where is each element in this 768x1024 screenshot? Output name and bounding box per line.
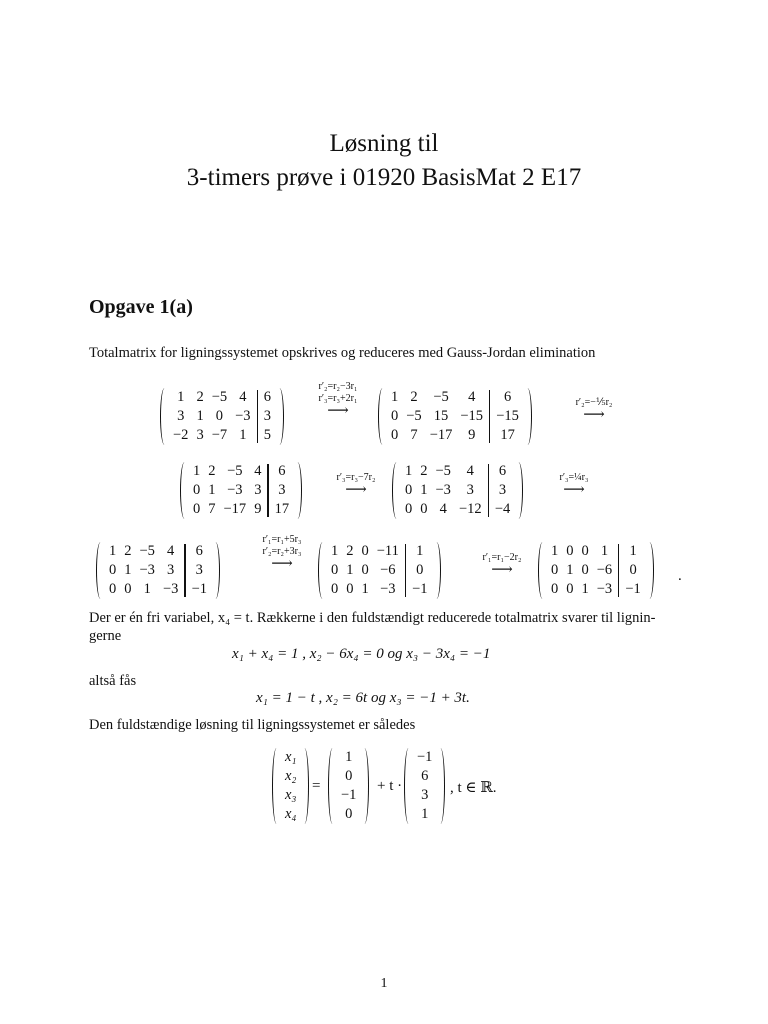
free-variable-line-2: gerne [89, 628, 122, 644]
matrix-cell: 0 [331, 562, 339, 578]
matrix-cell: 1 [177, 389, 185, 405]
matrix-cell: 0 [345, 806, 353, 822]
left-paren [378, 388, 387, 445]
matrix-cell: 2 [346, 543, 354, 559]
matrix-cell: 0 [391, 427, 399, 443]
matrix-cell: 6 [195, 543, 203, 559]
matrix-cell: 1 [345, 749, 353, 765]
matrix-cell: 6 [498, 463, 507, 479]
matrix-cell: 1 [196, 408, 204, 424]
right-paren [275, 388, 284, 445]
matrix-cell: 2 [420, 463, 428, 479]
matrix-cell: −3 [162, 581, 179, 597]
matrix-cell: −2 [173, 427, 189, 443]
matrix-cell: 1 [420, 482, 428, 498]
matrix-cell: 0 [345, 768, 353, 784]
row-op-1b: r′₃=r₃+2r₁ [318, 393, 358, 404]
matrix-cell: −5 [433, 389, 449, 405]
right-paren [293, 462, 302, 519]
equations-line: x₁ + x₄ = 1 , x₂ − 6x₄ = 0 og x₃ − 3x₄ = −1 [232, 646, 491, 662]
matrix-5 [96, 542, 220, 599]
intro-paragraph: Totalmatrix for ligningssystemet opskrives og reduceres med Gauss-Jordan elimination [89, 345, 596, 361]
matrix-cell: 1 [629, 543, 637, 559]
matrix-cell: −5 [227, 463, 243, 479]
augment-bar [489, 390, 490, 443]
matrix-cell: 3 [195, 562, 203, 578]
matrix-cell: 1 [124, 562, 132, 578]
matrix-period: . [678, 568, 682, 584]
matrix-cell: 1 [331, 543, 339, 559]
left-paren [538, 542, 547, 599]
matrix-cell: −3 [227, 482, 243, 498]
left-paren [272, 748, 281, 824]
matrix-cell: 0 [581, 562, 589, 578]
matrix-cell: 4 [468, 389, 476, 405]
augment-bar [267, 464, 268, 517]
matrix-cell: 0 [331, 581, 339, 597]
matrix-cell: 2 [208, 463, 216, 479]
matrix-cell: 3 [196, 427, 204, 443]
matrix-cell: −6 [596, 562, 613, 578]
augment-bar [257, 390, 258, 443]
free-variable-line-1: Der er én fri variabel, x₄ = t. Rækkerne i den fuldstændigt reducerede totalmatrix svarer til lignin- [89, 610, 656, 626]
title-line-1: Løsning til [329, 130, 439, 157]
matrix-cell: −1 [625, 581, 641, 597]
arrow-6: ⟶ [491, 562, 513, 578]
matrix-cell: 1 [346, 562, 354, 578]
matrix-cell: 3 [498, 482, 507, 498]
right-paren [645, 542, 654, 599]
row-op-5 [252, 534, 312, 570]
matrix-cell: 0 [193, 482, 201, 498]
matrix-cell: −4 [494, 501, 511, 517]
matrix-cell: 1 [581, 581, 589, 597]
matrix-cell: 17 [500, 427, 515, 443]
matrix-cell: 1 [143, 581, 151, 597]
matrix-cell: 9 [254, 501, 262, 517]
matrix-6 [318, 542, 441, 599]
augment-bar [405, 544, 406, 597]
matrix-1 [160, 388, 284, 445]
equals-sign: = [312, 778, 321, 794]
matrix-cell: 0 [581, 543, 589, 559]
matrix-cell: 0 [346, 581, 354, 597]
matrix-cell: 0 [391, 408, 399, 424]
matrix-cell: x₁ [285, 749, 297, 765]
left-paren [96, 542, 105, 599]
matrix-cell: 0 [566, 543, 574, 559]
matrix-cell: 7 [208, 501, 216, 517]
augment-bar [488, 464, 489, 517]
matrix-cell: 1 [239, 427, 247, 443]
full-solution-text: Den fuldstændige løsning til ligningssystemet er således [89, 717, 416, 733]
arrow-1: ⟶ [327, 403, 349, 419]
right-paren [432, 542, 441, 599]
matrix-cell: 0 [193, 501, 201, 517]
section-heading: Opgave 1(a) [89, 296, 193, 318]
matrix-cell: −3 [380, 581, 396, 597]
matrix-cell: 3 [263, 408, 271, 424]
matrix-cell: 6 [503, 389, 512, 405]
matrix-cell: 6 [263, 389, 271, 405]
matrix-cell: 4 [254, 463, 262, 479]
row-op-5b: r′₂=r₂+3r₃ [262, 546, 302, 557]
matrix-cell: 0 [405, 482, 413, 498]
matrix-cell: 9 [468, 427, 476, 443]
row-op-3 [326, 472, 386, 496]
row-op-6 [472, 552, 532, 576]
matrix-cell: 3 [278, 482, 286, 498]
title-line-2: 3-timers prøve i 01920 BasisMat 2 E17 [186, 164, 582, 191]
matrix-cell: 1 [551, 543, 559, 559]
matrix-cell: 15 [433, 408, 449, 424]
matrix-cell: 0 [361, 543, 369, 559]
matrix-cell: −1 [412, 581, 428, 597]
matrix-cell: 1 [109, 543, 117, 559]
matrix-cell: 6 [278, 463, 286, 479]
matrix-cell: 3 [167, 562, 175, 578]
right-paren [360, 748, 369, 824]
matrix-cell: 0 [109, 581, 117, 597]
matrix-cell: 4 [466, 463, 474, 479]
matrix-cell: 3 [421, 787, 429, 803]
matrix-7 [538, 542, 654, 599]
matrix-cell: 0 [361, 562, 369, 578]
matrix-cell: 1 [600, 543, 609, 559]
arrow-5: ⟶ [271, 556, 293, 572]
matrix-cell: 1 [421, 806, 429, 822]
matrix-4 [392, 462, 523, 519]
solution-line: x₁ = 1 − t , x₂ = 6t og x₃ = −1 + 3t. [256, 690, 470, 706]
matrix-cell: 3 [466, 482, 474, 498]
left-paren [404, 748, 413, 824]
matrix-cell: 4 [167, 543, 175, 559]
matrix-cell: 0 [405, 501, 413, 517]
matrix-cell: 0 [551, 581, 559, 597]
row-op-4 [552, 472, 596, 496]
row-op-3a: r′₃=r₃−7r₂ [336, 472, 376, 483]
matrix-cell: 0 [566, 581, 574, 597]
matrix-cell: x₂ [285, 768, 297, 784]
vector-x [272, 748, 309, 824]
matrix-cell: 4 [439, 501, 447, 517]
matrix-cell: 1 [193, 463, 201, 479]
matrix-cell: 1 [416, 543, 424, 559]
matrix-cell: −3 [235, 408, 251, 424]
vector-particular [328, 748, 369, 824]
matrix-cell: −7 [211, 427, 228, 443]
right-paren [211, 542, 220, 599]
matrix-cell: 1 [361, 581, 369, 597]
thus-text: altså fås [89, 673, 137, 689]
row-op-6a: r′₁=r₁−2r₂ [482, 552, 522, 563]
matrix-cell: −5 [435, 463, 451, 479]
arrow-4: ⟶ [563, 482, 585, 498]
matrix-cell: −5 [211, 389, 228, 405]
matrix-cell: −17 [429, 427, 453, 443]
matrix-cell: −17 [223, 501, 247, 517]
matrix-cell: 0 [629, 562, 637, 578]
row-op-1a: r′₂=r₂−3r₁ [318, 381, 358, 392]
right-paren [514, 462, 523, 519]
matrix-cell: 3 [254, 482, 262, 498]
matrix-cell: 0 [420, 501, 428, 517]
matrix-cell: 1 [566, 562, 574, 578]
matrix-cell: −1 [417, 749, 433, 765]
matrix-cell: −3 [435, 482, 451, 498]
matrix-cell: 6 [421, 768, 429, 784]
matrix-cell: x₄ [285, 806, 297, 822]
augment-bar [184, 544, 185, 597]
matrix-cell: −11 [376, 543, 399, 559]
matrix-cell: 1 [391, 389, 399, 405]
row-op-1 [308, 381, 368, 417]
matrix-cell: 0 [215, 408, 224, 424]
matrix-cell: −3 [139, 562, 155, 578]
left-paren [160, 388, 169, 445]
matrix-cell: −1 [191, 581, 207, 597]
left-paren [328, 748, 337, 824]
plus-t-operator: + t · [377, 778, 403, 794]
matrix-cell: −15 [496, 408, 519, 424]
matrix-cell: 4 [239, 389, 247, 405]
matrix-cell: −5 [406, 408, 422, 424]
matrix-cell: −1 [341, 787, 357, 803]
arrow-2: ⟶ [583, 407, 605, 423]
matrix-cell: −3 [596, 581, 613, 597]
left-paren [318, 542, 327, 599]
matrix-cell: −5 [139, 543, 155, 559]
matrix-cell: −15 [460, 408, 484, 424]
matrix-cell: 0 [416, 562, 424, 578]
matrix-cell: 2 [124, 543, 132, 559]
matrix-cell: −12 [458, 501, 482, 517]
page-number: 1 [380, 976, 388, 991]
matrix-2 [378, 388, 532, 445]
matrix-cell: 1 [405, 463, 413, 479]
matrix-cell: 7 [410, 427, 418, 443]
parameter-domain: , t ∈ ℝ. [450, 780, 497, 796]
arrow-3: ⟶ [345, 482, 367, 498]
right-paren [300, 748, 309, 824]
matrix-cell: 2 [196, 389, 204, 405]
augment-bar [618, 544, 619, 597]
row-op-2 [566, 397, 622, 421]
vector-direction [404, 748, 445, 824]
matrix-3 [180, 462, 302, 519]
row-op-4a: r′₃=¼r₃ [559, 472, 589, 483]
right-paren [436, 748, 445, 824]
left-paren [180, 462, 189, 519]
matrix-cell: 0 [551, 562, 559, 578]
left-paren [392, 462, 401, 519]
matrix-cell: 17 [274, 501, 290, 517]
matrix-cell: 0 [109, 562, 117, 578]
row-op-5a: r′₁=r₁+5r₃ [262, 534, 302, 545]
matrix-cell: x₃ [285, 787, 297, 803]
right-paren [523, 388, 532, 445]
matrix-cell: 2 [410, 389, 418, 405]
matrix-cell: 5 [263, 427, 271, 443]
matrix-cell: 3 [177, 408, 185, 424]
row-op-2a: r′₂=−⅕r₂ [575, 397, 613, 408]
matrix-cell: 1 [208, 482, 216, 498]
matrix-cell: 0 [124, 581, 132, 597]
matrix-cell: −6 [380, 562, 396, 578]
